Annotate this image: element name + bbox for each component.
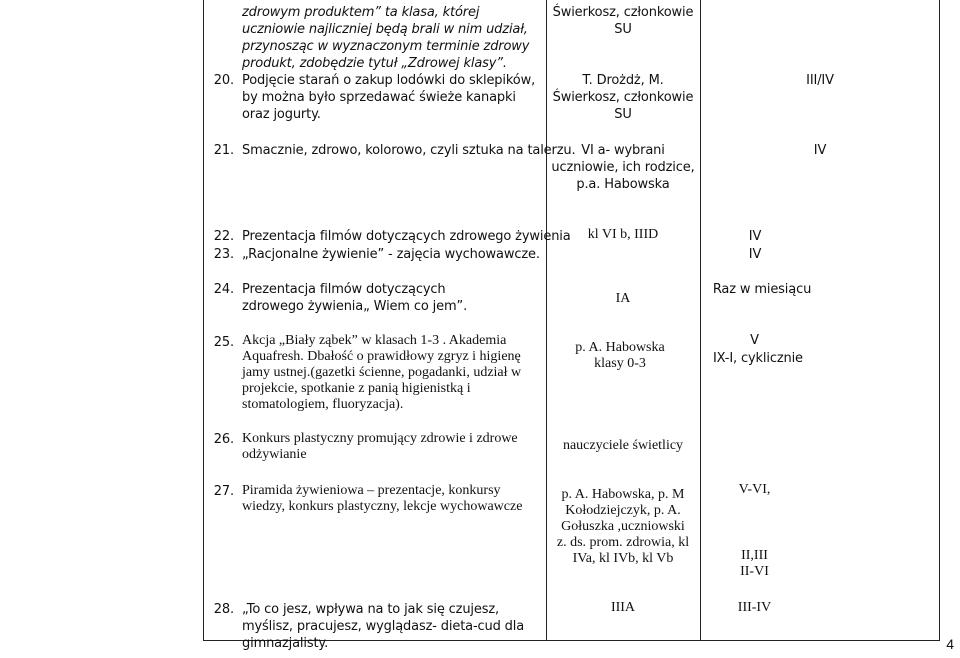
row-date: V-VI,: [738, 482, 771, 497]
row-date: IV: [813, 143, 827, 158]
row-date: Raz w miesiącu: [712, 282, 812, 297]
row-number: 23.: [213, 247, 234, 262]
row-description: Prezentacja filmów dotyczących zdrowego żywienia„ Wiem co jem”.: [242, 282, 468, 314]
row-responsible: IA: [615, 291, 631, 306]
row-responsible: nauczyciele świetlicy: [562, 438, 684, 453]
row-responsible: Świerkosz, członkowie SU: [552, 5, 694, 37]
row-number: 20.: [213, 73, 234, 88]
row-description: Smacznie, zdrowo, kolorowo, czyli sztuka na talerzu.: [242, 143, 576, 158]
column-divider-1: [546, 0, 547, 640]
row-number: 27.: [213, 484, 234, 499]
row-number: 22.: [213, 229, 234, 244]
row-description: Prezentacja filmów dotyczących zdrowego żywienia: [242, 229, 571, 244]
row-description: Podjęcie starań o zakup lodówki do sklepików, by można było sprzedawać świeże kanapki oraz jogurty.: [242, 73, 536, 122]
table-border-left: [203, 0, 204, 640]
row-date: II,III: [741, 548, 768, 563]
row-number: 26.: [213, 432, 234, 447]
row-description: zdrowym produktem” ta klasa, której uczniowie najliczniej będą brali w nim udział, przynosząc w wyznaczonym terminie zdrowy produkt, zdobędzie tytuł „Zdrowej klasy”.: [242, 5, 530, 71]
row-number: 28.: [213, 602, 234, 617]
row-date: IV: [748, 247, 762, 262]
row-responsible: T. Drożdż, M. Świerkosz, członkowie SU: [552, 73, 694, 122]
row-description: Akcja „Biały ząbek” w klasach 1-3 . Akademia Aquafresh. Dbałość o prawidłowy zgryz i higienę jamy ustnej.(gazetki ścienne, pogadanki, udział w projekcie, spotkanie z panią higienistką i stomatologiem, fluoryzacja).: [242, 333, 522, 412]
row-date: III/IV: [806, 73, 834, 88]
row-date: III-IV: [737, 600, 772, 615]
row-responsible: kl VI b, IIID: [587, 227, 659, 242]
table-border-right: [939, 0, 940, 640]
row-description: „Racjonalne żywienie” - zajęcia wychowawcze.: [242, 247, 540, 262]
row-description: „To co jesz, wpływa na to jak się czujesz, myślisz, pracujesz, wyglądasz- dieta-cud dla gimnazjalisty.: [242, 602, 525, 651]
row-date: IX-I, cyklicznie: [713, 351, 803, 366]
row-date: II-VI: [740, 564, 769, 579]
row-number: 24.: [213, 282, 234, 297]
row-number: 21.: [213, 143, 234, 158]
column-divider-2: [700, 0, 701, 640]
table-row: [242, 4, 542, 72]
row-date: V: [750, 333, 759, 348]
row-description: Konkurs plastyczny promujący zdrowie i zdrowe odżywianie: [242, 431, 518, 462]
row-number: 25.: [213, 335, 234, 350]
row-responsible: p. A. Habowska klasy 0-3: [575, 340, 665, 371]
row-responsible: p. A. Habowska, p. M Kołodziejczyk, p. A. Gołuszka ,uczniowski z. ds. prom. zdrowia, kl IVa, kl IVb, kl Vb: [556, 487, 690, 566]
row-responsible: IIIA: [610, 600, 636, 615]
page-number: 4: [946, 636, 954, 652]
row-responsible: VI a- wybrani uczniowie, ich rodzice, p.a. Habowska: [551, 143, 695, 192]
row-description: Piramida żywieniowa – prezentacje, konkursy wiedzy, konkurs plastyczny, lekcje wychowawcze: [242, 483, 523, 514]
row-date: IV: [748, 229, 762, 244]
